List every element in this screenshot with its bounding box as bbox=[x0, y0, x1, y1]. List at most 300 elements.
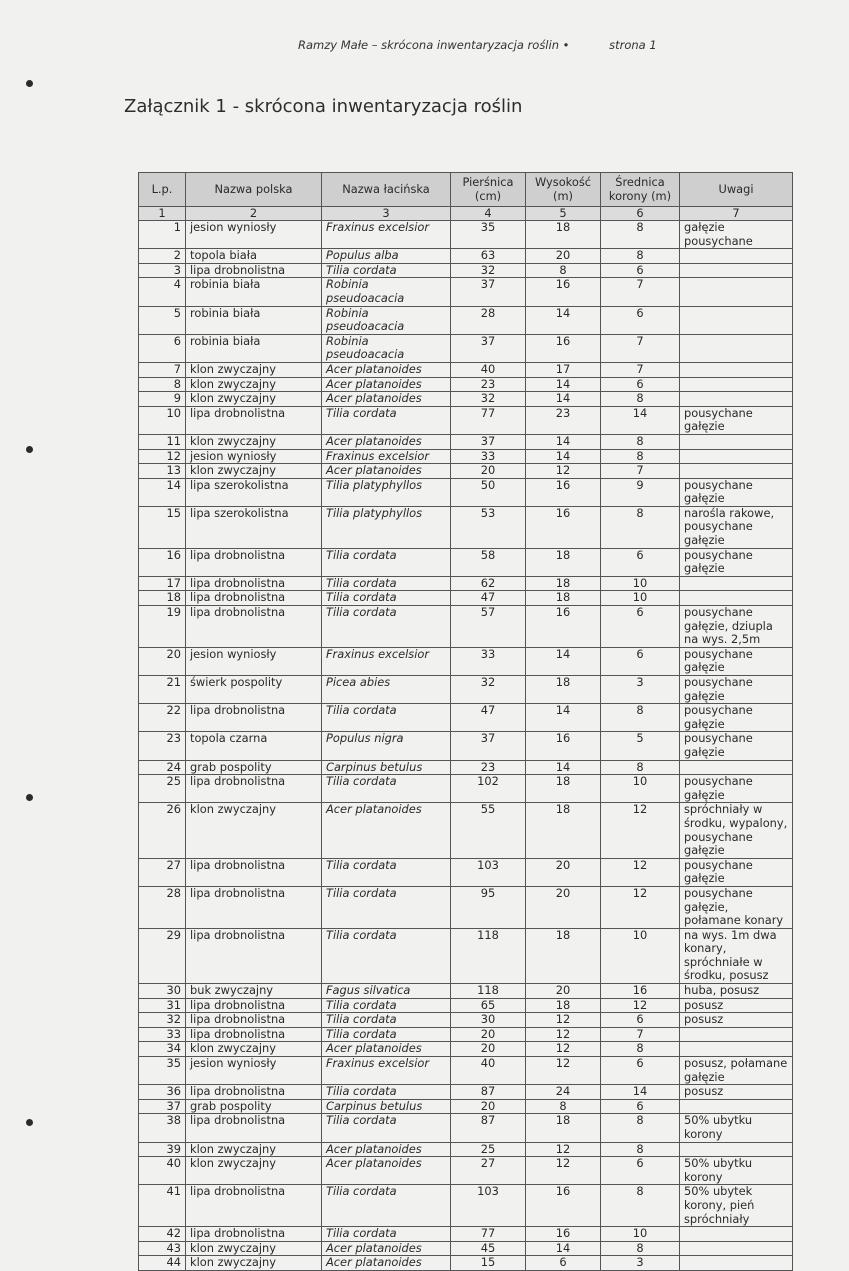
cell-dbh: 37 bbox=[451, 732, 526, 760]
cell-crown-diameter: 7 bbox=[601, 362, 680, 377]
table-row bbox=[139, 676, 793, 704]
table-body bbox=[139, 221, 793, 1271]
table-row bbox=[139, 478, 793, 506]
cell-remarks: pousychane gałęzie bbox=[680, 548, 793, 576]
table-row bbox=[139, 606, 793, 648]
cell-height: 16 bbox=[526, 506, 601, 548]
cell-remarks bbox=[680, 1256, 793, 1271]
cell-lp: 6 bbox=[139, 334, 186, 362]
cell-polish-name: lipa drobnolistna bbox=[186, 1185, 322, 1227]
cell-crown-diameter: 8 bbox=[601, 1241, 680, 1256]
cell-latin-name: Tilia cordata bbox=[322, 548, 451, 576]
cell-latin-name: Fraxinus excelsior bbox=[322, 221, 451, 249]
cell-latin-name: Tilia cordata bbox=[322, 704, 451, 732]
cell-latin-name: Tilia platyphyllos bbox=[322, 506, 451, 548]
table-row bbox=[139, 362, 793, 377]
cell-height: 14 bbox=[526, 647, 601, 675]
cell-polish-name: lipa drobnolistna bbox=[186, 858, 322, 886]
table-row bbox=[139, 263, 793, 278]
cell-polish-name: jesion wyniosły bbox=[186, 647, 322, 675]
cell-dbh: 45 bbox=[451, 1241, 526, 1256]
cell-remarks: posusz, połamane gałęzie bbox=[680, 1057, 793, 1085]
cell-height: 12 bbox=[526, 1042, 601, 1057]
cell-latin-name: Fraxinus excelsior bbox=[322, 647, 451, 675]
cell-polish-name: lipa drobnolistna bbox=[186, 1013, 322, 1028]
cell-polish-name: klon zwyczajny bbox=[186, 1256, 322, 1271]
cell-latin-name: Acer platanoides bbox=[322, 1241, 451, 1256]
cell-height: 14 bbox=[526, 434, 601, 449]
cell-latin-name: Tilia cordata bbox=[322, 1114, 451, 1142]
cell-crown-diameter: 8 bbox=[601, 1185, 680, 1227]
cell-lp: 31 bbox=[139, 998, 186, 1013]
cell-height: 18 bbox=[526, 548, 601, 576]
cell-latin-name: Tilia cordata bbox=[322, 1185, 451, 1227]
cell-height: 16 bbox=[526, 334, 601, 362]
cell-remarks: pousychane gałęzie bbox=[680, 858, 793, 886]
cell-crown-diameter: 10 bbox=[601, 775, 680, 803]
cell-dbh: 20 bbox=[451, 1027, 526, 1042]
table-row bbox=[139, 591, 793, 606]
table-row bbox=[139, 506, 793, 548]
cell-latin-name: Tilia cordata bbox=[322, 263, 451, 278]
cell-polish-name: klon zwyczajny bbox=[186, 464, 322, 479]
cell-lp: 43 bbox=[139, 1241, 186, 1256]
table-row bbox=[139, 1142, 793, 1157]
cell-remarks bbox=[680, 591, 793, 606]
cell-height: 14 bbox=[526, 306, 601, 334]
cell-height: 23 bbox=[526, 406, 601, 434]
cell-dbh: 87 bbox=[451, 1114, 526, 1142]
cell-crown-diameter: 8 bbox=[601, 434, 680, 449]
cell-remarks bbox=[680, 362, 793, 377]
cell-latin-name: Acer platanoides bbox=[322, 1142, 451, 1157]
column-number-row bbox=[139, 207, 793, 221]
punch-hole-lower-middle bbox=[26, 794, 33, 801]
table-row bbox=[139, 1057, 793, 1085]
cell-polish-name: buk zwyczajny bbox=[186, 984, 322, 999]
cell-remarks bbox=[680, 377, 793, 392]
cell-polish-name: topola czarna bbox=[186, 732, 322, 760]
cell-crown-diameter: 5 bbox=[601, 732, 680, 760]
cell-latin-name: Tilia platyphyllos bbox=[322, 478, 451, 506]
cell-dbh: 40 bbox=[451, 362, 526, 377]
cell-dbh: 103 bbox=[451, 1185, 526, 1227]
cell-latin-name: Fagus silvatica bbox=[322, 984, 451, 999]
cell-dbh: 32 bbox=[451, 392, 526, 407]
cell-remarks: spróchniały w środku, wypalony, pousychane gałęzie bbox=[680, 803, 793, 858]
cell-lp: 17 bbox=[139, 576, 186, 591]
cell-latin-name: Populus nigra bbox=[322, 732, 451, 760]
cell-height: 12 bbox=[526, 1057, 601, 1085]
cell-polish-name: klon zwyczajny bbox=[186, 1142, 322, 1157]
cell-dbh: 47 bbox=[451, 591, 526, 606]
cell-height: 18 bbox=[526, 1114, 601, 1142]
cell-remarks bbox=[680, 760, 793, 775]
cell-polish-name: lipa szerokolistna bbox=[186, 478, 322, 506]
column-number: 5 bbox=[526, 207, 601, 221]
cell-latin-name: Carpinus betulus bbox=[322, 760, 451, 775]
table-row bbox=[139, 1042, 793, 1057]
cell-height: 18 bbox=[526, 591, 601, 606]
cell-height: 6 bbox=[526, 1256, 601, 1271]
cell-latin-name: Acer platanoides bbox=[322, 377, 451, 392]
document-title: Załącznik 1 - skrócona inwentaryzacja roślin bbox=[124, 96, 523, 117]
cell-remarks bbox=[680, 1142, 793, 1157]
cell-latin-name: Tilia cordata bbox=[322, 775, 451, 803]
cell-latin-name: Tilia cordata bbox=[322, 886, 451, 928]
table-row bbox=[139, 434, 793, 449]
cell-lp: 25 bbox=[139, 775, 186, 803]
cell-crown-diameter: 8 bbox=[601, 221, 680, 249]
cell-lp: 41 bbox=[139, 1185, 186, 1227]
table-row bbox=[139, 704, 793, 732]
table-row bbox=[139, 858, 793, 886]
cell-lp: 28 bbox=[139, 886, 186, 928]
cell-polish-name: robinia biała bbox=[186, 278, 322, 306]
table-row bbox=[139, 221, 793, 249]
cell-dbh: 37 bbox=[451, 278, 526, 306]
cell-crown-diameter: 8 bbox=[601, 249, 680, 264]
cell-crown-diameter: 6 bbox=[601, 377, 680, 392]
cell-crown-diameter: 7 bbox=[601, 278, 680, 306]
cell-polish-name: klon zwyczajny bbox=[186, 1042, 322, 1057]
cell-height: 12 bbox=[526, 464, 601, 479]
cell-latin-name: Tilia cordata bbox=[322, 591, 451, 606]
cell-dbh: 33 bbox=[451, 647, 526, 675]
cell-dbh: 33 bbox=[451, 449, 526, 464]
cell-remarks: posusz bbox=[680, 1085, 793, 1100]
cell-latin-name: Picea abies bbox=[322, 676, 451, 704]
cell-polish-name: grab pospolity bbox=[186, 760, 322, 775]
punch-hole-upper-middle bbox=[26, 446, 33, 453]
cell-remarks: na wys. 1m dwa konary, spróchniałe w środku, posusz bbox=[680, 928, 793, 983]
cell-height: 8 bbox=[526, 1099, 601, 1114]
cell-polish-name: klon zwyczajny bbox=[186, 803, 322, 858]
cell-lp: 26 bbox=[139, 803, 186, 858]
cell-remarks: pousychane gałęzie, połamane konary bbox=[680, 886, 793, 928]
cell-latin-name: Robinia pseudoacacia bbox=[322, 334, 451, 362]
cell-crown-diameter: 8 bbox=[601, 1142, 680, 1157]
cell-remarks: pousychane gałęzie bbox=[680, 647, 793, 675]
cell-dbh: 77 bbox=[451, 1227, 526, 1242]
cell-latin-name: Acer platanoides bbox=[322, 392, 451, 407]
column-number: 4 bbox=[451, 207, 526, 221]
table-row bbox=[139, 249, 793, 264]
cell-crown-diameter: 7 bbox=[601, 1027, 680, 1042]
cell-lp: 23 bbox=[139, 732, 186, 760]
cell-latin-name: Tilia cordata bbox=[322, 998, 451, 1013]
column-number: 2 bbox=[186, 207, 322, 221]
cell-crown-diameter: 3 bbox=[601, 1256, 680, 1271]
cell-height: 18 bbox=[526, 998, 601, 1013]
cell-remarks: gałęzie pousychane bbox=[680, 221, 793, 249]
cell-lp: 14 bbox=[139, 478, 186, 506]
cell-lp: 44 bbox=[139, 1256, 186, 1271]
cell-polish-name: topola biała bbox=[186, 249, 322, 264]
cell-crown-diameter: 8 bbox=[601, 1114, 680, 1142]
table-row bbox=[139, 803, 793, 858]
cell-latin-name: Tilia cordata bbox=[322, 406, 451, 434]
cell-dbh: 53 bbox=[451, 506, 526, 548]
cell-latin-name: Populus alba bbox=[322, 249, 451, 264]
cell-polish-name: lipa drobnolistna bbox=[186, 1227, 322, 1242]
cell-lp: 34 bbox=[139, 1042, 186, 1057]
cell-dbh: 20 bbox=[451, 1099, 526, 1114]
cell-crown-diameter: 12 bbox=[601, 998, 680, 1013]
cell-crown-diameter: 6 bbox=[601, 606, 680, 648]
cell-remarks bbox=[680, 1241, 793, 1256]
table-row bbox=[139, 1099, 793, 1114]
cell-lp: 21 bbox=[139, 676, 186, 704]
cell-dbh: 57 bbox=[451, 606, 526, 648]
cell-height: 12 bbox=[526, 1142, 601, 1157]
cell-lp: 36 bbox=[139, 1085, 186, 1100]
cell-dbh: 37 bbox=[451, 334, 526, 362]
cell-height: 14 bbox=[526, 377, 601, 392]
cell-polish-name: lipa drobnolistna bbox=[186, 998, 322, 1013]
cell-lp: 8 bbox=[139, 377, 186, 392]
cell-height: 16 bbox=[526, 732, 601, 760]
table-row bbox=[139, 449, 793, 464]
cell-remarks bbox=[680, 249, 793, 264]
cell-dbh: 25 bbox=[451, 1142, 526, 1157]
cell-crown-diameter: 6 bbox=[601, 306, 680, 334]
cell-polish-name: lipa drobnolistna bbox=[186, 704, 322, 732]
cell-latin-name: Tilia cordata bbox=[322, 1027, 451, 1042]
column-header-lp: L.p. bbox=[139, 173, 186, 207]
cell-remarks: 50% ubytku korony bbox=[680, 1157, 793, 1185]
cell-dbh: 50 bbox=[451, 478, 526, 506]
cell-latin-name: Acer platanoides bbox=[322, 1042, 451, 1057]
table-row bbox=[139, 548, 793, 576]
cell-dbh: 65 bbox=[451, 998, 526, 1013]
table-row bbox=[139, 1227, 793, 1242]
table-row bbox=[139, 392, 793, 407]
page-number: strona 1 bbox=[609, 38, 657, 52]
cell-dbh: 37 bbox=[451, 434, 526, 449]
cell-height: 16 bbox=[526, 278, 601, 306]
table-row bbox=[139, 377, 793, 392]
table-row bbox=[139, 1027, 793, 1042]
cell-remarks: pousychane gałęzie bbox=[680, 704, 793, 732]
cell-latin-name: Tilia cordata bbox=[322, 1013, 451, 1028]
cell-lp: 27 bbox=[139, 858, 186, 886]
cell-crown-diameter: 12 bbox=[601, 803, 680, 858]
cell-dbh: 35 bbox=[451, 221, 526, 249]
cell-latin-name: Robinia pseudoacacia bbox=[322, 278, 451, 306]
cell-height: 14 bbox=[526, 704, 601, 732]
table-row bbox=[139, 1241, 793, 1256]
cell-dbh: 23 bbox=[451, 760, 526, 775]
table-row bbox=[139, 306, 793, 334]
cell-height: 20 bbox=[526, 858, 601, 886]
cell-latin-name: Acer platanoides bbox=[322, 434, 451, 449]
cell-crown-diameter: 9 bbox=[601, 478, 680, 506]
cell-dbh: 40 bbox=[451, 1057, 526, 1085]
cell-height: 18 bbox=[526, 775, 601, 803]
cell-lp: 18 bbox=[139, 591, 186, 606]
cell-dbh: 62 bbox=[451, 576, 526, 591]
cell-remarks: huba, posusz bbox=[680, 984, 793, 999]
column-header-dbh: Pierśnica (cm) bbox=[451, 173, 526, 207]
cell-lp: 24 bbox=[139, 760, 186, 775]
cell-latin-name: Tilia cordata bbox=[322, 1227, 451, 1242]
cell-polish-name: lipa drobnolistna bbox=[186, 263, 322, 278]
cell-lp: 12 bbox=[139, 449, 186, 464]
cell-height: 8 bbox=[526, 263, 601, 278]
table-row bbox=[139, 278, 793, 306]
cell-crown-diameter: 6 bbox=[601, 1013, 680, 1028]
cell-polish-name: lipa drobnolistna bbox=[186, 548, 322, 576]
cell-polish-name: lipa drobnolistna bbox=[186, 1085, 322, 1100]
column-number: 7 bbox=[680, 207, 793, 221]
cell-dbh: 23 bbox=[451, 377, 526, 392]
cell-remarks bbox=[680, 449, 793, 464]
cell-crown-diameter: 12 bbox=[601, 858, 680, 886]
cell-remarks bbox=[680, 1227, 793, 1242]
cell-height: 17 bbox=[526, 362, 601, 377]
table-row bbox=[139, 406, 793, 434]
table-row bbox=[139, 732, 793, 760]
cell-latin-name: Robinia pseudoacacia bbox=[322, 306, 451, 334]
table-row bbox=[139, 647, 793, 675]
cell-polish-name: lipa drobnolistna bbox=[186, 406, 322, 434]
cell-polish-name: jesion wyniosły bbox=[186, 221, 322, 249]
cell-lp: 7 bbox=[139, 362, 186, 377]
cell-dbh: 28 bbox=[451, 306, 526, 334]
table-header-row bbox=[139, 173, 793, 207]
cell-dbh: 32 bbox=[451, 263, 526, 278]
cell-dbh: 118 bbox=[451, 928, 526, 983]
column-header-remarks: Uwagi bbox=[680, 173, 793, 207]
cell-latin-name: Carpinus betulus bbox=[322, 1099, 451, 1114]
column-number: 6 bbox=[601, 207, 680, 221]
column-number: 3 bbox=[322, 207, 451, 221]
cell-lp: 9 bbox=[139, 392, 186, 407]
cell-height: 14 bbox=[526, 1241, 601, 1256]
cell-crown-diameter: 14 bbox=[601, 1085, 680, 1100]
cell-crown-diameter: 8 bbox=[601, 1042, 680, 1057]
cell-remarks: pousychane gałęzie bbox=[680, 676, 793, 704]
cell-dbh: 20 bbox=[451, 1042, 526, 1057]
column-header-polish-name: Nazwa polska bbox=[186, 173, 322, 207]
cell-height: 12 bbox=[526, 1157, 601, 1185]
cell-polish-name: klon zwyczajny bbox=[186, 377, 322, 392]
cell-crown-diameter: 16 bbox=[601, 984, 680, 999]
table-row bbox=[139, 1256, 793, 1271]
cell-crown-diameter: 6 bbox=[601, 1157, 680, 1185]
cell-crown-diameter: 10 bbox=[601, 591, 680, 606]
column-header-latin-name: Nazwa łacińska bbox=[322, 173, 451, 207]
cell-crown-diameter: 6 bbox=[601, 548, 680, 576]
table-row bbox=[139, 1085, 793, 1100]
cell-remarks bbox=[680, 263, 793, 278]
cell-height: 20 bbox=[526, 249, 601, 264]
cell-polish-name: robinia biała bbox=[186, 306, 322, 334]
cell-crown-diameter: 7 bbox=[601, 334, 680, 362]
cell-polish-name: klon zwyczajny bbox=[186, 362, 322, 377]
punch-hole-top bbox=[26, 80, 33, 87]
table-row bbox=[139, 928, 793, 983]
cell-dbh: 63 bbox=[451, 249, 526, 264]
cell-remarks: narośla rakowe, pousychane gałęzie bbox=[680, 506, 793, 548]
cell-lp: 37 bbox=[139, 1099, 186, 1114]
cell-crown-diameter: 8 bbox=[601, 392, 680, 407]
cell-crown-diameter: 6 bbox=[601, 647, 680, 675]
cell-latin-name: Acer platanoides bbox=[322, 362, 451, 377]
cell-height: 12 bbox=[526, 1027, 601, 1042]
table-row bbox=[139, 998, 793, 1013]
cell-crown-diameter: 6 bbox=[601, 1099, 680, 1114]
cell-crown-diameter: 14 bbox=[601, 406, 680, 434]
cell-crown-diameter: 8 bbox=[601, 449, 680, 464]
table-row bbox=[139, 886, 793, 928]
cell-height: 20 bbox=[526, 886, 601, 928]
cell-height: 18 bbox=[526, 803, 601, 858]
cell-latin-name: Fraxinus excelsior bbox=[322, 449, 451, 464]
cell-lp: 16 bbox=[139, 548, 186, 576]
cell-height: 14 bbox=[526, 449, 601, 464]
cell-lp: 13 bbox=[139, 464, 186, 479]
table-row bbox=[139, 334, 793, 362]
cell-dbh: 20 bbox=[451, 464, 526, 479]
cell-remarks: pousychane gałęzie bbox=[680, 478, 793, 506]
cell-dbh: 32 bbox=[451, 676, 526, 704]
cell-crown-diameter: 10 bbox=[601, 576, 680, 591]
cell-polish-name: lipa drobnolistna bbox=[186, 591, 322, 606]
cell-remarks: 50% ubytek korony, pień spróchniały bbox=[680, 1185, 793, 1227]
cell-height: 16 bbox=[526, 478, 601, 506]
cell-lp: 2 bbox=[139, 249, 186, 264]
cell-remarks bbox=[680, 1099, 793, 1114]
cell-height: 16 bbox=[526, 1185, 601, 1227]
cell-height: 18 bbox=[526, 928, 601, 983]
cell-dbh: 103 bbox=[451, 858, 526, 886]
cell-lp: 35 bbox=[139, 1057, 186, 1085]
cell-polish-name: lipa drobnolistna bbox=[186, 775, 322, 803]
cell-height: 12 bbox=[526, 1013, 601, 1028]
cell-dbh: 27 bbox=[451, 1157, 526, 1185]
cell-polish-name: klon zwyczajny bbox=[186, 1241, 322, 1256]
column-number: 1 bbox=[139, 207, 186, 221]
cell-remarks: pousychane gałęzie bbox=[680, 775, 793, 803]
cell-polish-name: lipa szerokolistna bbox=[186, 506, 322, 548]
table-row bbox=[139, 1013, 793, 1028]
cell-lp: 15 bbox=[139, 506, 186, 548]
cell-remarks bbox=[680, 1027, 793, 1042]
cell-lp: 33 bbox=[139, 1027, 186, 1042]
cell-height: 14 bbox=[526, 392, 601, 407]
cell-dbh: 77 bbox=[451, 406, 526, 434]
cell-lp: 42 bbox=[139, 1227, 186, 1242]
cell-lp: 4 bbox=[139, 278, 186, 306]
cell-remarks bbox=[680, 434, 793, 449]
cell-remarks: 50% ubytku korony bbox=[680, 1114, 793, 1142]
cell-polish-name: świerk pospolity bbox=[186, 676, 322, 704]
cell-polish-name: lipa drobnolistna bbox=[186, 886, 322, 928]
column-header-crown-diameter: Średnica korony (m) bbox=[601, 173, 680, 207]
cell-remarks: posusz bbox=[680, 1013, 793, 1028]
cell-remarks bbox=[680, 392, 793, 407]
cell-crown-diameter: 8 bbox=[601, 506, 680, 548]
cell-lp: 29 bbox=[139, 928, 186, 983]
cell-dbh: 30 bbox=[451, 1013, 526, 1028]
cell-dbh: 118 bbox=[451, 984, 526, 999]
cell-remarks bbox=[680, 576, 793, 591]
table-row bbox=[139, 775, 793, 803]
cell-dbh: 102 bbox=[451, 775, 526, 803]
punch-hole-bottom bbox=[26, 1119, 33, 1126]
